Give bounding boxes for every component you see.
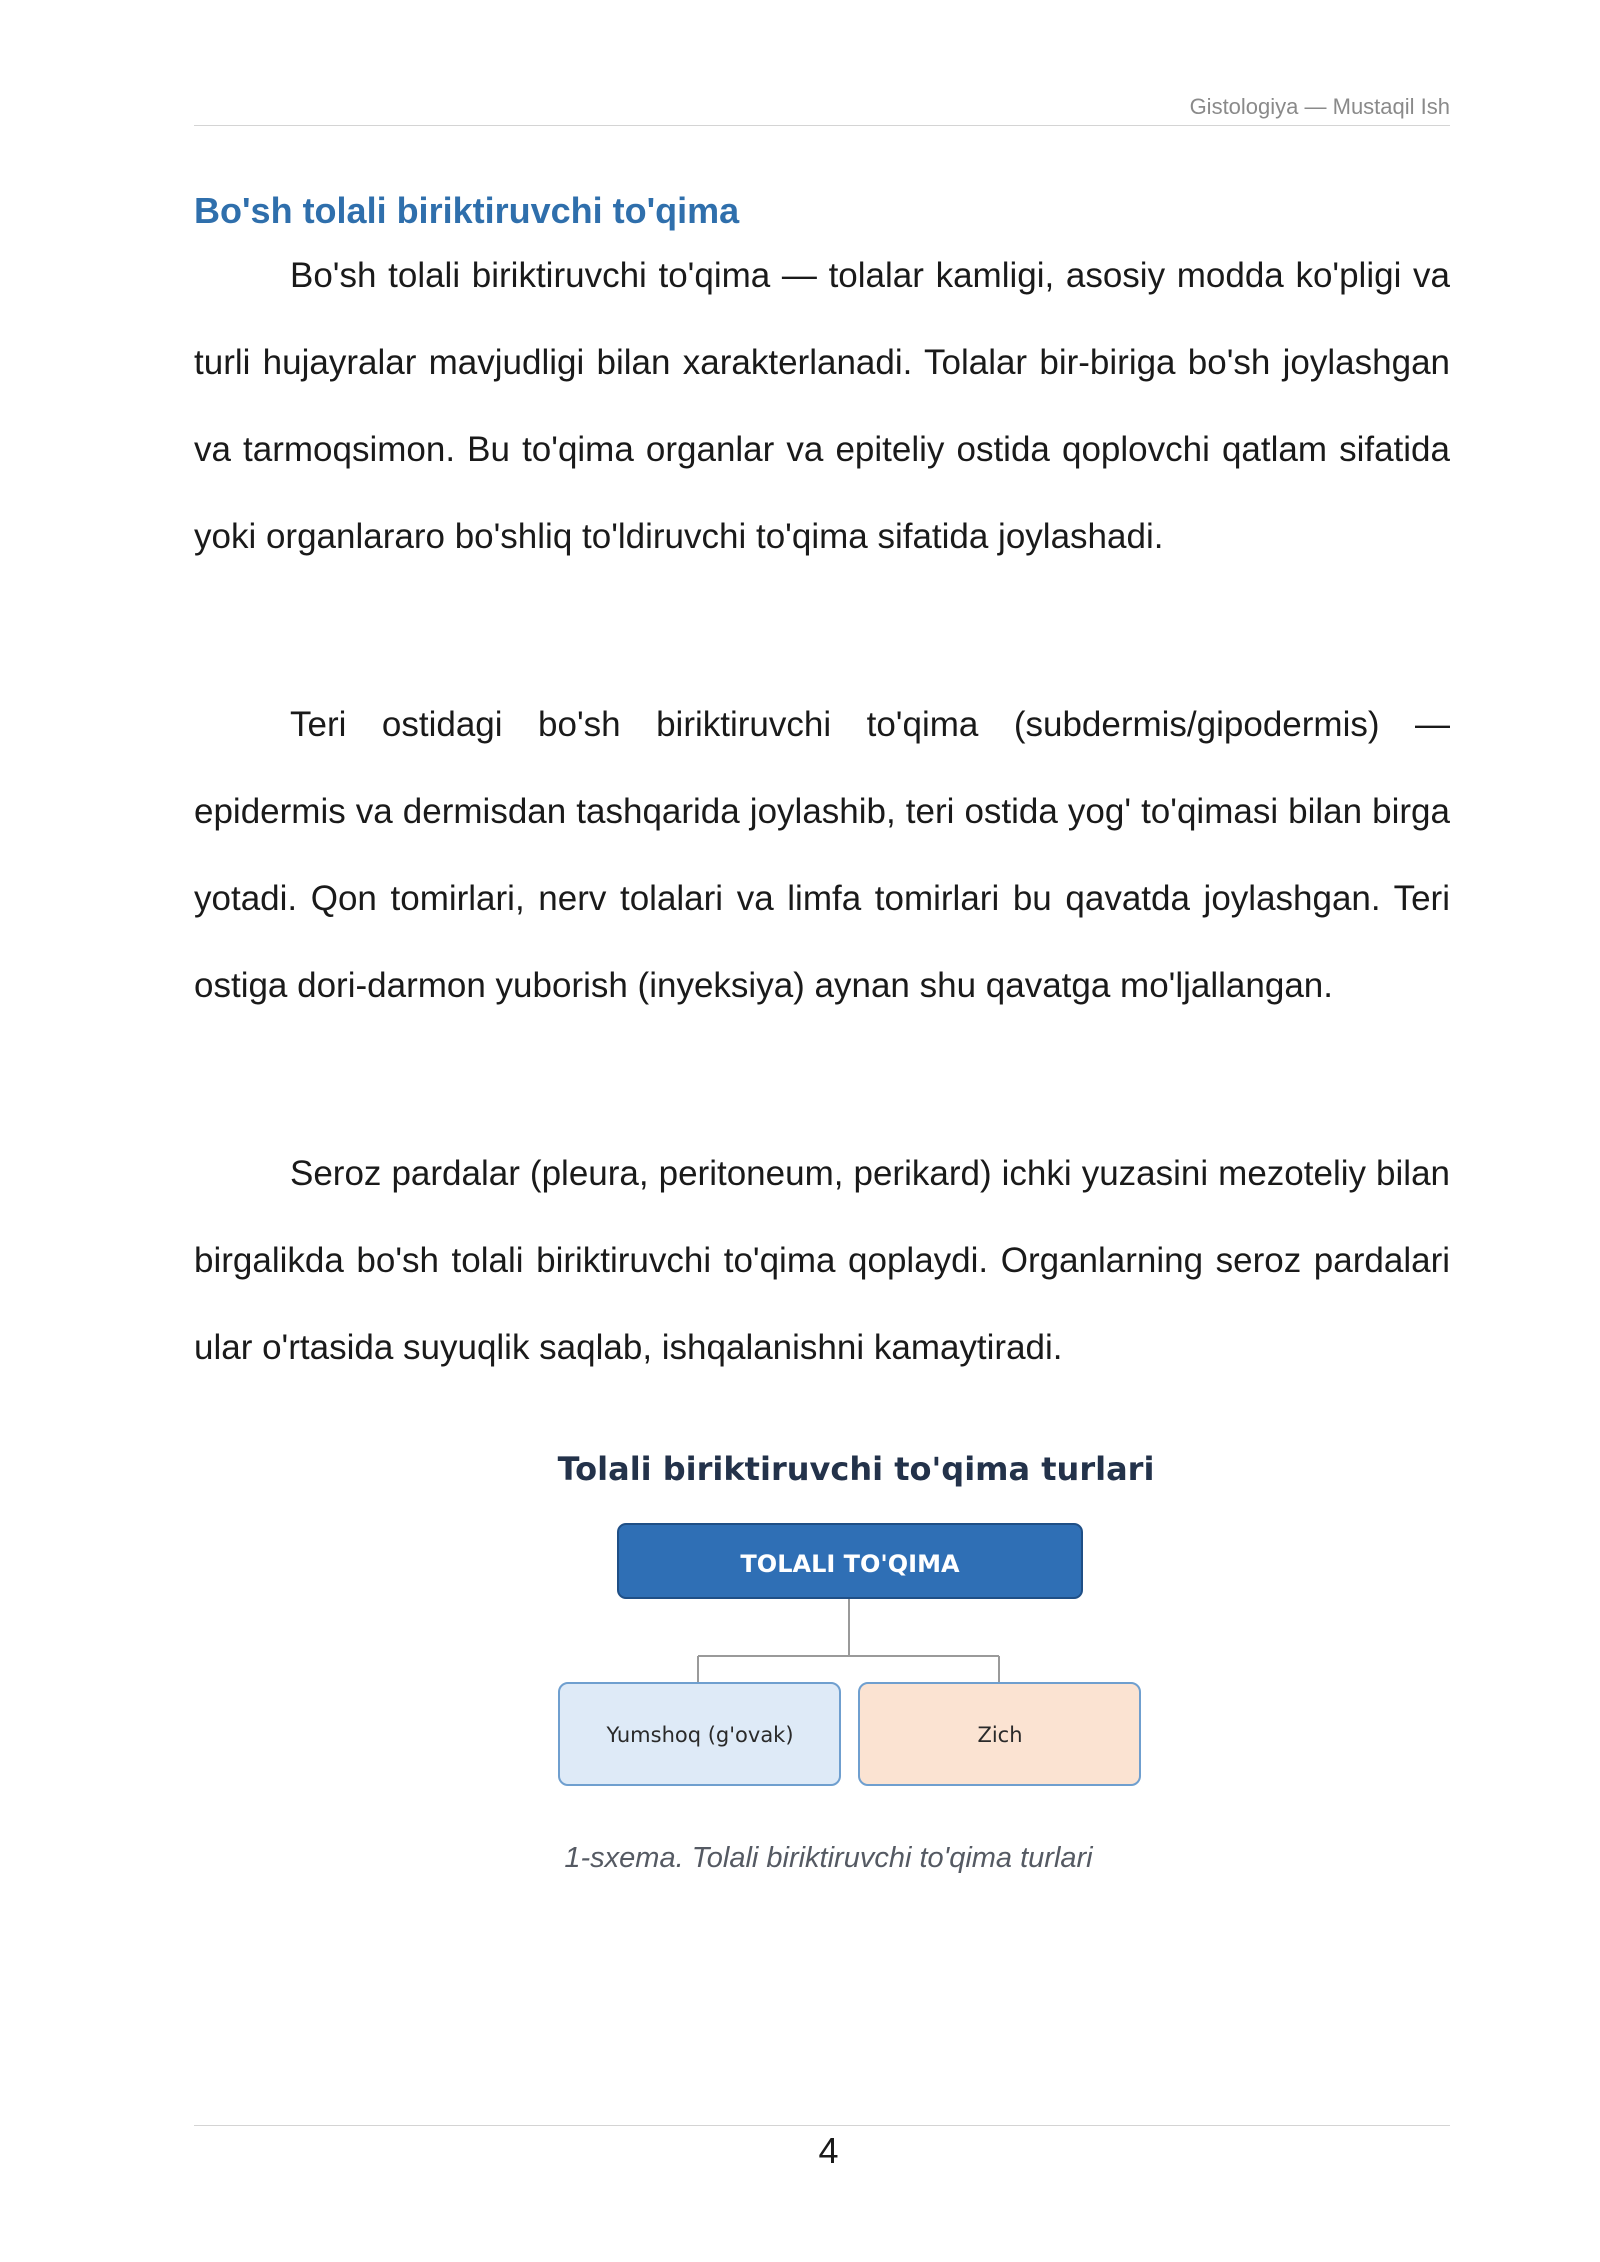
page-number: 4 (818, 2130, 839, 2171)
child-node-zich (859, 1683, 1140, 1785)
diagram-connectors (698, 1598, 999, 1683)
root-node-label: TOLALI TO'QIMA (740, 1550, 960, 1578)
diagram-title: Tolali biriktiruvchi to'qima turlari (557, 1450, 1155, 1488)
root-node (618, 1524, 1082, 1598)
paragraph-3: Seroz pardalar (pleura, peritoneum, perikard) ichki yuzasini mezoteliy bilan birgalikda bo'sh tolali biriktiruvchi to'qima qoplaydi. Organlarning seroz pardalari ular o'rtasida suyuqlik saqlab, ishqalanishni kamaytiradi. (194, 1154, 1450, 1367)
child-node-label-1: Zich (977, 1723, 1023, 1747)
section-title: Bo'sh tolali biriktiruvchi to'qima (194, 190, 740, 231)
child-node-yumshoq (559, 1683, 840, 1785)
footer-rule (194, 2125, 1450, 2126)
paragraph-1: Bo'sh tolali biriktiruvchi to'qima — tolalar kamligi, asosiy modda ko'pligi va turli hujayralar mavjudligi bilan xarakterlanadi. Tolalar bir-biriga bo'sh joylashgan va tarmoqsimon. Bu to'qima organlar va epiteliy ostida qoplovchi qatlam sifatida yoki organlararo bo'shliq to'ldiruvchi to'qima sifatida joylashadi. (194, 256, 1450, 556)
diagram-caption: 1-sxema. Tolali biriktiruvchi to'qima turlari (564, 1842, 1093, 1874)
paragraph-2: Teri ostidagi bo'sh biriktiruvchi to'qima (subdermis/gipodermis) — epidermis va dermisdan tashqarida joylashib, teri ostida yog' to'qimasi bilan birga yotadi. Qon tomirlari, nerv tolalari va limfa tomirlari bu qavatda joylashgan. Teri ostiga dori-darmon yuborish (inyeksiya) aynan shu qavatga mo'ljallangan. (194, 705, 1450, 1005)
running-header: Gistologiya — Mustaqil Ish (1189, 94, 1450, 119)
child-node-label-0: Yumshoq (g'ovak) (606, 1723, 794, 1747)
